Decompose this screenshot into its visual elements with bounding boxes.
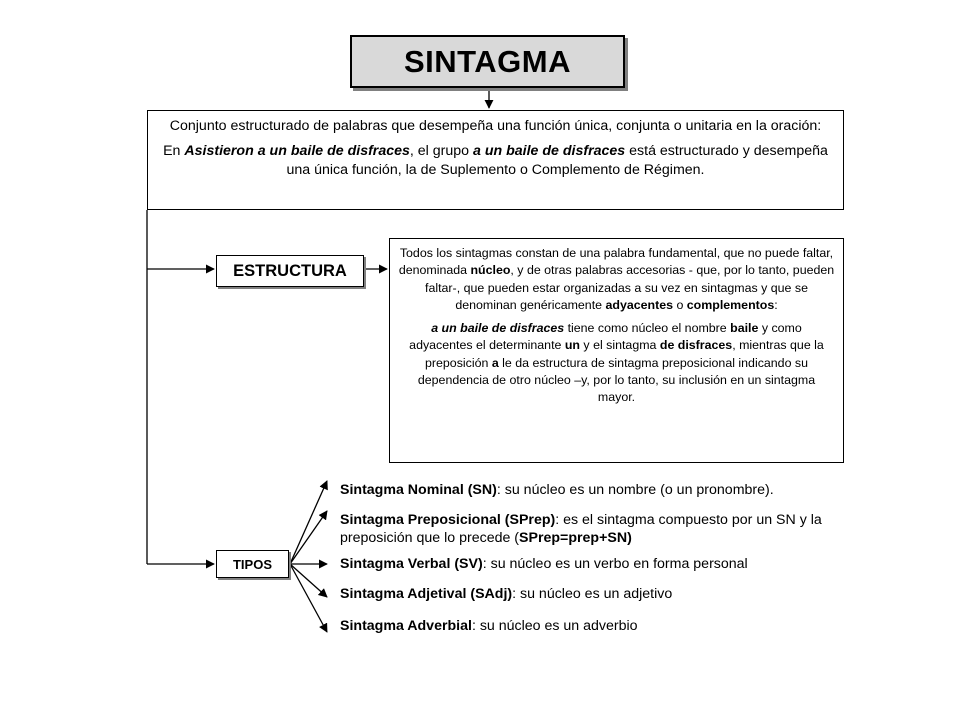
estructura-text: y como adyacentes el determinante	[409, 321, 802, 353]
tipos-label: TIPOS	[232, 556, 272, 572]
tipo-desc: : su núcleo es un verbo en forma personal	[482, 556, 748, 572]
tipo-desc: : su núcleo es un adverbio	[471, 618, 638, 634]
estructura-text: , mientras que la preposición	[425, 338, 824, 370]
tipo-desc: : es el sintagma compuesto por un SN y la preposición que lo precede (	[340, 512, 822, 546]
definition-text: , el grupo	[409, 143, 474, 159]
term-de-disfraces: de disfraces	[659, 338, 733, 353]
estructura-text: , y de otras palabras accesorias - que, por lo tanto, pueden faltar-, que pueden estar organizadas a su vez en sintagmas y que se denominan genéricamente	[425, 263, 835, 312]
estructura-paragraph-2	[398, 320, 835, 406]
tipo-desc: : su núcleo es un adjetivo	[512, 586, 673, 602]
tipo-name: Sintagma Nominal (SN)	[340, 482, 497, 498]
arrow-tipo-sn	[290, 481, 327, 564]
term-adyacentes: adyacentes	[605, 297, 673, 312]
estructura-text: le da estructura de sintagma preposicional indicando su dependencia de otro núcleo –y, por lo tanto, su inclusión en un sintagma mayor.	[417, 355, 816, 405]
tipo-item-sadv	[340, 617, 840, 635]
term-baile: baile	[730, 321, 759, 336]
tipo-name: Sintagma Verbal (SV)	[340, 556, 483, 572]
definition-paragraph-2	[158, 142, 833, 180]
title-box	[350, 35, 625, 88]
definition-box	[147, 110, 844, 210]
term-nucleo: núcleo	[470, 263, 511, 278]
term-a: a	[491, 355, 499, 370]
arrow-tipo-sadj	[290, 564, 327, 597]
tipo-item-sv	[340, 555, 840, 573]
estructura-description-box	[389, 238, 844, 463]
term-complementos: complementos	[686, 297, 775, 312]
tipo-desc: : su núcleo es un nombre (o un pronombre).	[496, 482, 774, 498]
arrow-tipo-sadv	[290, 564, 327, 632]
tipo-item-sadj	[340, 585, 840, 603]
tipo-name: Sintagma Preposicional (SPrep)	[340, 512, 556, 528]
estructura-text: o	[673, 297, 687, 312]
estructura-label: ESTRUCTURA	[233, 261, 347, 280]
estructura-box	[216, 255, 364, 287]
definition-group: a un baile de disfraces	[473, 143, 626, 159]
estructura-paragraph-1	[398, 245, 835, 314]
tipo-name: Sintagma Adjetival (SAdj)	[340, 586, 513, 602]
estructura-text: tiene como núcleo el nombre	[564, 321, 731, 336]
tipo-formula: SPrep=prep+SN)	[519, 530, 632, 546]
definition-text: está estructurado y desempeña una única función, la de Suplemento o Complemento de Régimen.	[286, 143, 828, 178]
tipo-name: Sintagma Adverbial	[340, 618, 472, 634]
estructura-text: y el sintagma	[579, 338, 660, 353]
arrow-tipo-sprep	[290, 511, 327, 564]
estructura-example: a un baile de disfraces	[431, 321, 565, 336]
term-un: un	[564, 338, 580, 353]
definition-text: En	[163, 143, 185, 159]
tipos-box	[216, 550, 289, 578]
definition-paragraph-1: Conjunto estructurado de palabras que desempeña una función única, conjunta o unitaria en la oración:	[169, 118, 822, 134]
tipo-item-sprep	[340, 511, 840, 547]
estructura-text: :	[774, 297, 778, 312]
title-text: SINTAGMA	[403, 43, 572, 79]
definition-example: Asistieron a un baile de disfraces	[184, 143, 410, 159]
estructura-text: Todos los sintagmas constan de una palabra fundamental, que no puede faltar, denominada	[398, 246, 834, 278]
tipo-item-sn	[340, 481, 840, 499]
